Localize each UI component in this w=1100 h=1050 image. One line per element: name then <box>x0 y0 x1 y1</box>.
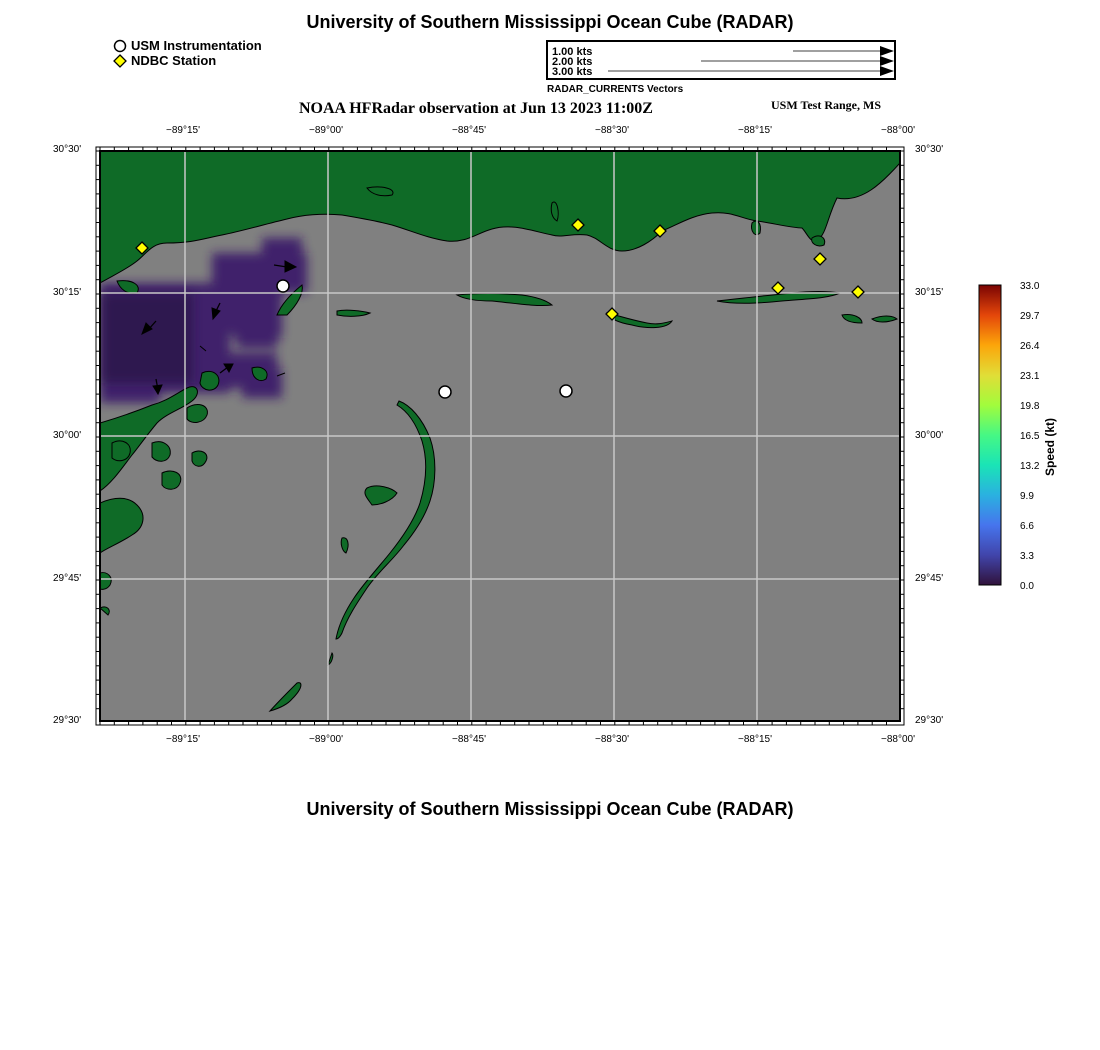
vector-scale-box <box>546 40 896 80</box>
lon-tick-top-1: −89°15' <box>166 125 200 136</box>
region-label: USM Test Range, MS <box>771 98 882 112</box>
lon-tick-top-5: −88°15' <box>738 125 772 136</box>
colorbar-tick-26: 26.4 <box>1020 341 1040 352</box>
vector-scale-arrows <box>548 42 894 78</box>
lat-tick-left-2: 30°15' <box>53 287 82 298</box>
colorbar-title: Speed (kt) <box>1043 418 1057 477</box>
lat-tick-right-3: 30°00' <box>915 430 944 441</box>
lat-tick-left-4: 29°45' <box>53 573 82 584</box>
map-subtitle: NOAA HFRadar observation at Jun 13 2023 11:00Z <box>299 100 653 117</box>
white-circle-icon <box>113 39 127 53</box>
lon-tick-bottom-3: −88°45' <box>452 734 486 745</box>
vector-scale-1kt: 1.00 kts <box>552 46 593 58</box>
lat-tick-right-2: 30°15' <box>915 287 944 298</box>
lon-tick-bottom-2: −89°00' <box>309 734 343 745</box>
colorbar-tick-13: 13.2 <box>1020 461 1040 472</box>
lon-tick-top-4: −88°30' <box>595 125 629 136</box>
vector-scale-2kt: 2.00 kts <box>552 56 593 68</box>
footer-title: University of Southern Mississippi Ocean Cube (RADAR) <box>306 799 794 819</box>
lat-tick-right-1: 30°30' <box>915 144 944 155</box>
lon-tick-top-2: −89°00' <box>309 125 343 136</box>
lon-tick-bottom-1: −89°15' <box>166 734 200 745</box>
lat-tick-left-5: 29°30' <box>53 715 82 726</box>
lat-tick-right-5: 29°30' <box>915 715 944 726</box>
lat-tick-left-1: 30°30' <box>53 144 82 155</box>
colorbar-tick-23: 23.1 <box>1020 371 1040 382</box>
vector-scale-caption: RADAR_CURRENTS Vectors <box>547 84 684 95</box>
speed-colorbar <box>977 283 1007 592</box>
lon-tick-top-3: −88°45' <box>452 125 486 136</box>
radar-map[interactable] <box>92 143 910 729</box>
colorbar-tick-3: 3.3 <box>1020 551 1034 562</box>
legend-usm-label: USM Instrumentation <box>131 38 262 53</box>
usm-instrument-2 <box>439 386 451 398</box>
colorbar-tick-0: 0.0 <box>1020 581 1034 592</box>
lon-tick-top-6: −88°00' <box>881 125 915 136</box>
page-title: University of Southern Mississippi Ocean Cube (RADAR) <box>306 12 794 32</box>
vector-scale-3kt: 3.00 kts <box>552 66 593 78</box>
lon-tick-bottom-4: −88°30' <box>595 734 629 745</box>
lat-tick-right-4: 29°45' <box>915 573 944 584</box>
legend-ndbc-label: NDBC Station <box>131 53 217 68</box>
lon-tick-bottom-6: −88°00' <box>881 734 915 745</box>
yellow-diamond-icon <box>113 54 127 68</box>
legend-usm-instrumentation <box>113 38 262 53</box>
colorbar-tick-6: 6.6 <box>1020 521 1034 532</box>
colorbar-tick-19: 19.8 <box>1020 401 1040 412</box>
legend-ndbc-station <box>113 53 262 68</box>
colorbar-tick-9: 9.9 <box>1020 491 1034 502</box>
usm-instrument-1 <box>277 280 289 292</box>
usm-instrument-3 <box>560 385 572 397</box>
colorbar-tick-29: 29.7 <box>1020 311 1040 322</box>
colorbar-tick-33: 33.0 <box>1020 281 1040 292</box>
lat-tick-left-3: 30°00' <box>53 430 82 441</box>
lon-tick-bottom-5: −88°15' <box>738 734 772 745</box>
symbol-legend <box>113 38 262 68</box>
colorbar-gradient <box>977 283 1007 587</box>
colorbar-tick-16: 16.5 <box>1020 431 1040 442</box>
